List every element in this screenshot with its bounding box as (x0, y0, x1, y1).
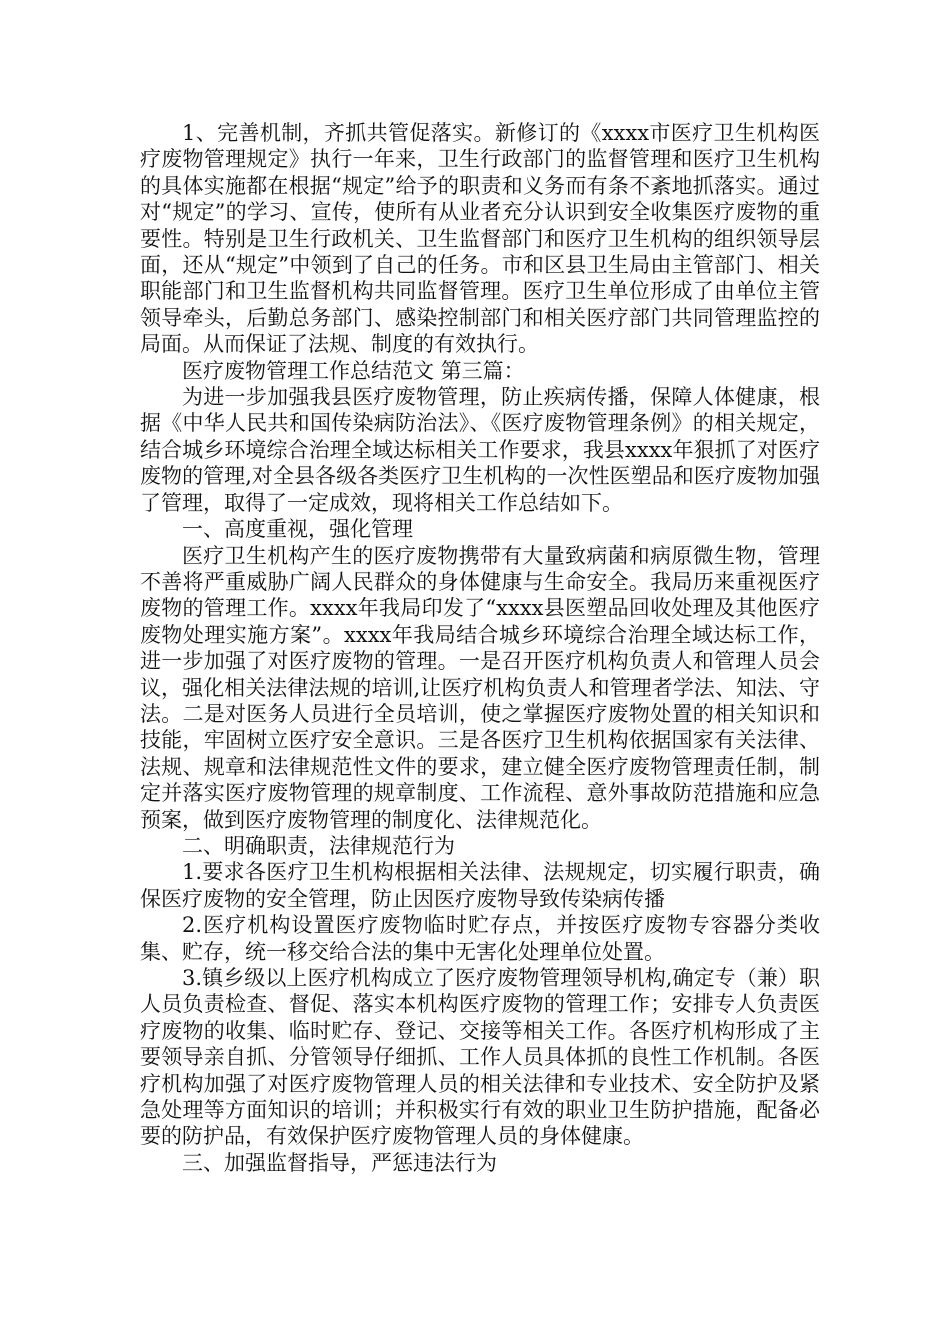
paragraph-management: 医疗卫生机构产生的医疗废物携带有大量致病菌和病原微生物，管理不善将严重威胁广阔人民群众的身体健康与生命安全。我局历来重视医疗废物的管理工作。xxxx年我局印发了“xxxx县医塑品回收处理及其他医疗废物处理实施方案”。xxxx年我局结合城乡环境综合治理全域达标工作，进一步加强了对医疗废物的管理。一是召开医疗机构负责人和管理人员会议，强化相关法律法规的培训,让医疗机构负责人和管理者学法、知法、守法。二是对医务人员进行全员培训，使之掌握医疗废物处置的相关知识和技能，牢固树立医疗安全意识。三是各医疗卫生机构依据国家有关法律、法规、规章和法律规范性文件的要求，建立健全医疗废物管理责任制，制定并落实医疗废物管理的规章制度、工作流程、意外事故防范措施和应急预案，做到医疗废物管理的制度化、法律规范化。 (140, 543, 820, 832)
list-item-1: 1.要求各医疗卫生机构根据相关法律、法规规定，切实履行职责，确保医疗废物的安全管理，防止因医疗废物导致传染病传播 (140, 860, 820, 911)
paragraph-introduction: 为进一步加强我县医疗废物管理，防止疾病传播，保障人体健康，根据《中华人民共和国传染病防治法》、《医疗废物管理条例》的相关规定，结合城乡环境综合治理全域达标相关工作要求，我县xxxx年狠抓了对医疗废物的管理,对全县各级各类医疗卫生机构的一次性医塑品和医疗废物加强了管理，取得了一定成效，现将相关工作总结如下。 (140, 385, 820, 515)
heading-two: 二、明确职责，法律规范行为 (182, 833, 455, 858)
section-title-part-three: 医疗废物管理工作总结范文 第三篇： (182, 358, 525, 383)
heading-three: 三、加强监督指导，严惩违法行为 (182, 1150, 497, 1175)
document-body (140, 120, 820, 1176)
paragraph-mechanism: 1、完善机制，齐抓共管促落实。新修订的《xxxx市医疗卫生机构医疗废物管理规定》执行一年来，卫生行政部门的监督管理和医疗卫生机构的具体实施都在根据“规定”给予的职责和义务而有条不紊地抓落实。通过对“规定”的学习、宣传，使所有从业者充分认识到安全收集医疗废物的重要性。特别是卫生行政机关、卫生监督部门和医疗卫生机构的组织领导层面，还从“规定”中领到了自己的任务。市和区县卫生局由主管部门、相关职能部门和卫生监督机构共同监督管理。医疗卫生单位形成了由单位主管领导牵头，后勤总务部门、感染控制部门和相关医疗部门共同管理监控的局面。从而保证了法规、制度的有效执行。 (140, 121, 820, 357)
list-item-3: 3.镇乡级以上医疗机构成立了医疗废物管理领导机构,确定专（兼）职人员负责检查、督促、落实本机构医疗废物的管理工作；安排专人负责医疗废物的收集、临时贮存、登记、交接等相关工作。各医疗机构形成了主要领导亲自抓、分管领导仔细抓、工作人员具体抓的良性工作机制。各医疗机构加强了对医疗废物管理人员的相关法律和专业技术、安全防护及紧急处理等方面知识的培训；并积极实行有效的职业卫生防护措施，配备必要的防护品，有效保护医疗废物管理人员的身体健康。 (140, 966, 820, 1149)
heading-one: 一、高度重视，强化管理 (182, 517, 413, 542)
list-item-2: 2.医疗机构设置医疗废物临时贮存点，并按医疗废物专容器分类收集、贮存，统一移交给合法的集中无害化处理单位处置。 (140, 913, 820, 964)
